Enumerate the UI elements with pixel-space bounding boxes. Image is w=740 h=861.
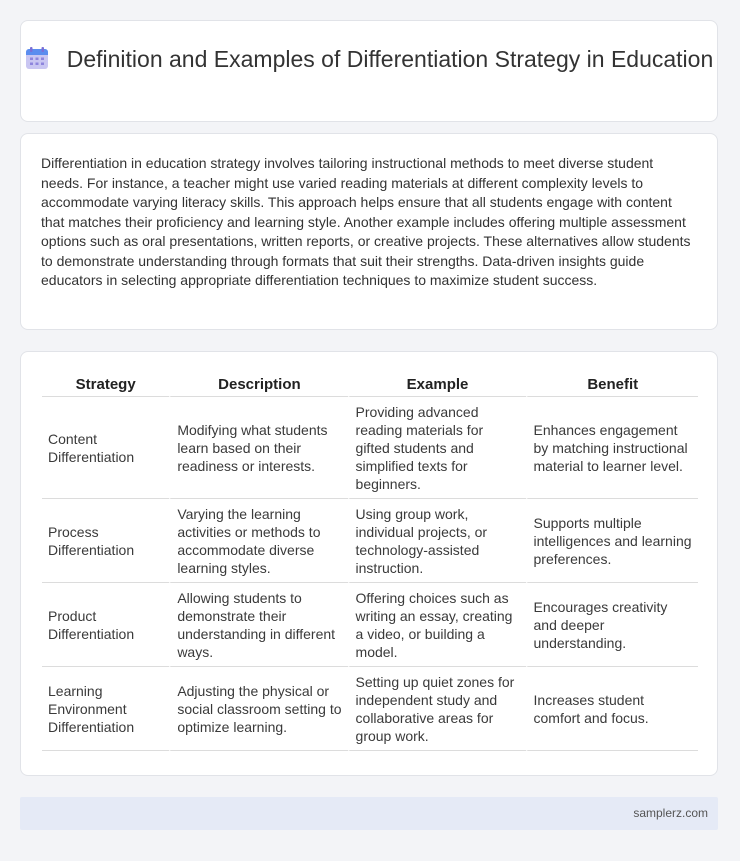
cell-strategy: Content Differentiation — [42, 397, 169, 499]
calendar-icon — [25, 46, 49, 70]
intro-card — [20, 133, 718, 330]
header-description: Description — [169, 374, 347, 397]
table-header-row — [42, 374, 698, 397]
header-strategy: Strategy — [42, 374, 169, 397]
cell-description: Varying the learning activities or methods to accommodate diverse learning styles. — [169, 499, 347, 583]
cell-strategy: Process Differentiation — [42, 499, 169, 583]
cell-benefit: Increases student comfort and focus. — [526, 667, 698, 751]
header-benefit: Benefit — [526, 374, 698, 397]
cell-benefit: Supports multiple intelligences and learning preferences. — [526, 499, 698, 583]
footer-site-link[interactable]: samplerz.com — [633, 806, 708, 820]
cell-example: Offering choices such as writing an essay, creating a video, or building a model. — [348, 583, 526, 667]
intro-paragraph: Differentiation in education strategy involves tailoring instructional methods to meet diverse student needs. For instance, a teacher might use varied reading materials at different complexity levels to accommodate varying literacy skills. This approach helps ensure that all students engage with content that matches their proficiency and learning style. Another example includes offering multiple assessment options such as oral presentations, written reports, or creative projects. These alternatives allow students to demonstrate understanding through formats that suit their strengths. Data-driven insights guide educators in selecting appropriate differentiation techniques to maximize student success. — [41, 155, 691, 288]
table-card — [20, 351, 718, 776]
cell-description: Modifying what students learn based on their readiness or interests. — [169, 397, 347, 499]
page-title: Definition and Examples of Differentiation Strategy in Education — [66, 46, 714, 72]
header-example: Example — [348, 374, 526, 397]
footer-bar — [20, 797, 718, 830]
table-row — [42, 397, 698, 499]
table-row — [42, 583, 698, 667]
cell-description: Allowing students to demonstrate their understanding in different ways. — [169, 583, 347, 667]
cell-example: Setting up quiet zones for independent study and collaborative areas for group work. — [348, 667, 526, 751]
page-title-wrap — [21, 45, 717, 74]
header-card — [20, 20, 718, 122]
cell-example: Providing advanced reading materials for gifted students and simplified texts for beginners. — [348, 397, 526, 499]
cell-description: Adjusting the physical or social classroom setting to optimize learning. — [169, 667, 347, 751]
cell-benefit: Encourages creativity and deeper understanding. — [526, 583, 698, 667]
cell-strategy: Product Differentiation — [42, 583, 169, 667]
cell-strategy: Learning Environment Differentiation — [42, 667, 169, 751]
cell-example: Using group work, individual projects, or technology-assisted instruction. — [348, 499, 526, 583]
cell-benefit: Enhances engagement by matching instructional material to learner level. — [526, 397, 698, 499]
table-row — [42, 499, 698, 583]
strategy-table — [42, 374, 698, 751]
table-row — [42, 667, 698, 751]
